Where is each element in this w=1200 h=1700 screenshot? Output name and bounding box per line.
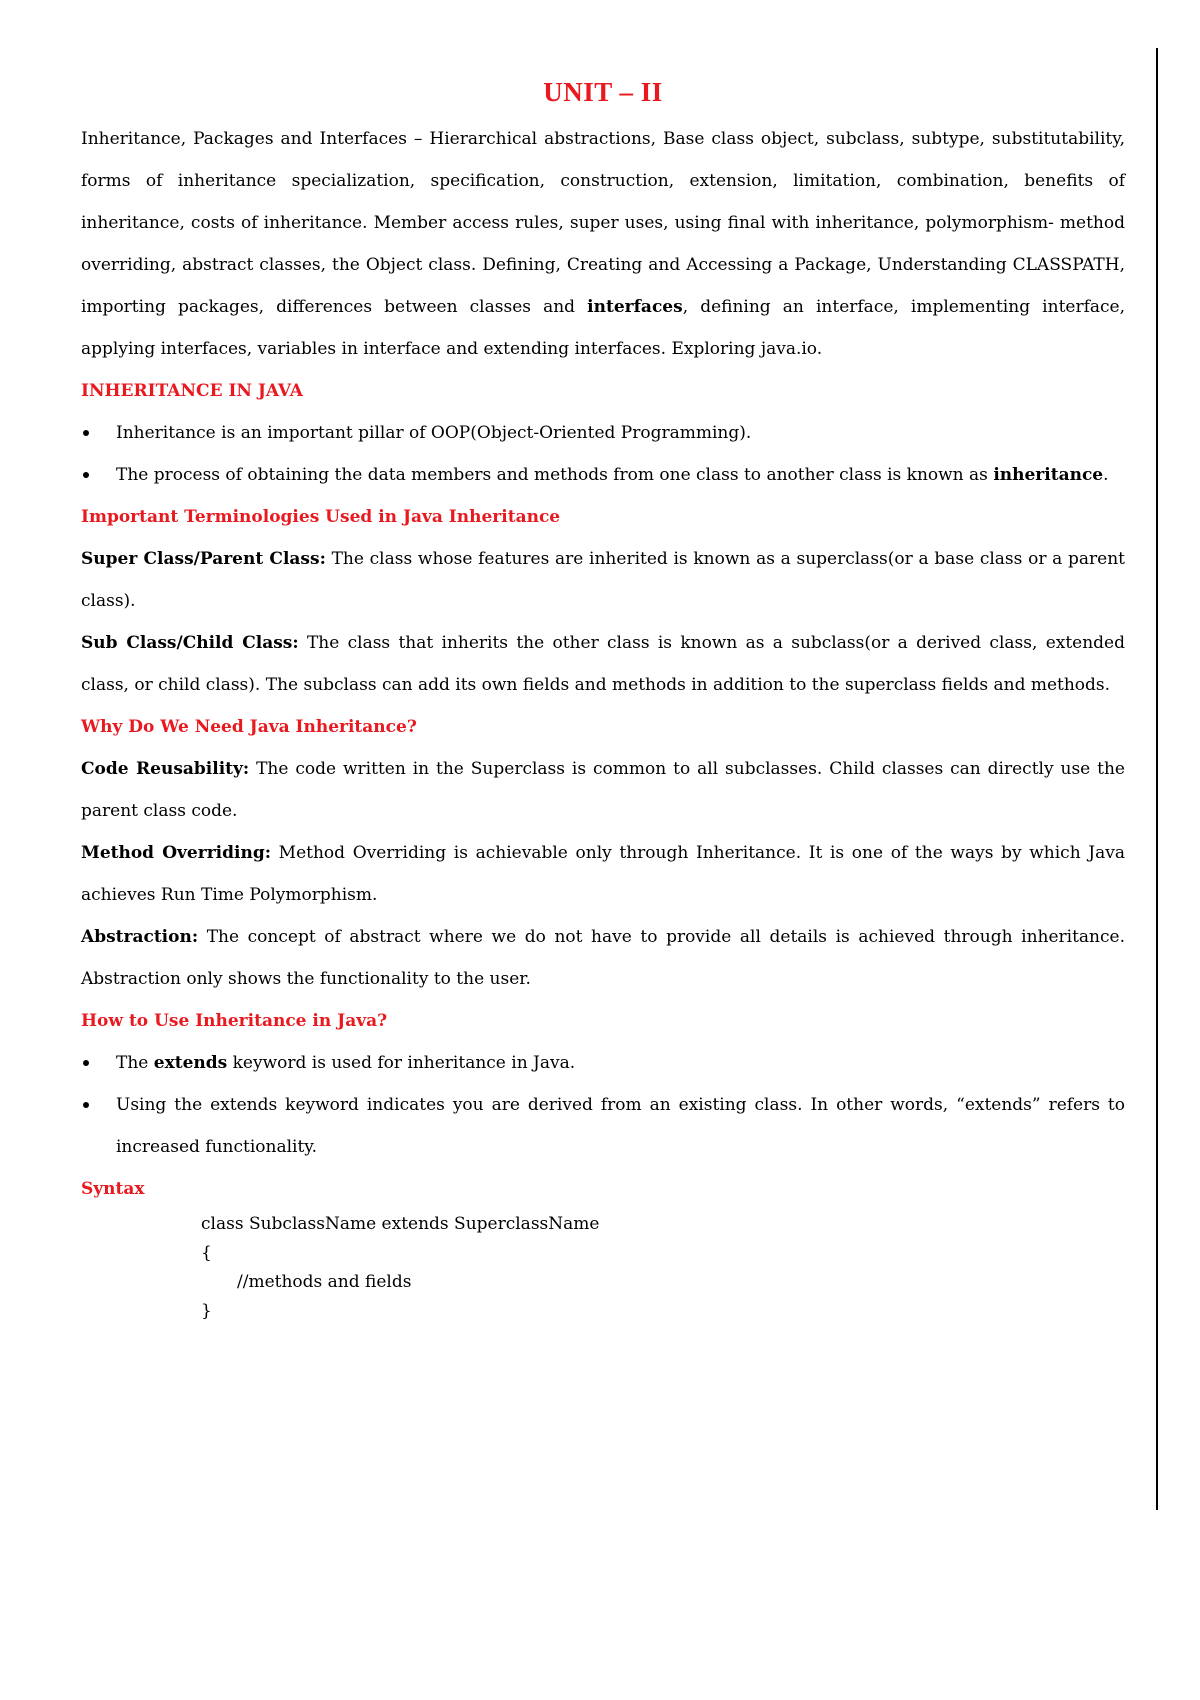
bullet-text: The process of obtaining the data members and methods from one class to another class is known as	[116, 465, 994, 485]
code-reusability-paragraph	[81, 748, 1125, 832]
syntax-code-block	[201, 1210, 1125, 1326]
inheritance-bullet-list	[81, 412, 1125, 496]
list-item: Using the extends keyword indicates you are derived from an existing class. In other words, “extends” refers to increased functionality.	[116, 1084, 1125, 1168]
intro-bold-term: interfaces	[587, 297, 683, 317]
abstraction-paragraph	[81, 916, 1125, 1000]
list-item	[116, 454, 1125, 496]
subclass-definition	[81, 622, 1125, 706]
bullet-text: The	[116, 1053, 154, 1073]
heading-inheritance-in-java: INHERITANCE IN JAVA	[81, 381, 303, 401]
intro-text: Inheritance, Packages and Interfaces – Hierarchical abstractions, Base class object, subclass, subtype, substitutability, forms of inheritance specialization, specification, construction, extension, limitation, combination, benefits of inheritance, costs of inheritance. Member access rules, super uses, using final with inheritance, polymorphism- method overriding, abstract classes, the Object class. Defining, Creating and Accessing a Package, Understanding CLASSPATH, importing packages, differences between classes and	[81, 129, 1125, 317]
method-overriding-paragraph	[81, 832, 1125, 916]
page-margin-rule	[1156, 48, 1158, 1510]
subclass-text: The class that inherits the other class is known as a subclass(or a derived class, extended class, or child class). The subclass can add its own fields and methods in addition to the superclass fields and methods.	[81, 633, 1126, 695]
bullet-text-end: keyword is used for inheritance in Java.	[227, 1053, 576, 1073]
code-line: //methods and fields	[237, 1272, 412, 1292]
heading-syntax: Syntax	[81, 1179, 145, 1199]
superclass-definition	[81, 538, 1125, 622]
superclass-term: Super Class/Parent Class:	[81, 549, 326, 569]
code-reusability-text: The code written in the Superclass is common to all subclasses. Child classes can directly use the parent class code.	[81, 759, 1125, 821]
heading-how-to-use: How to Use Inheritance in Java?	[81, 1011, 388, 1031]
bullet-text-end: .	[1103, 465, 1109, 485]
bullet-bold-term: inheritance	[993, 465, 1104, 485]
how-to-bullet-list	[81, 1042, 1125, 1168]
document-page	[81, 70, 1125, 1326]
subclass-term: Sub Class/Child Class:	[81, 633, 299, 653]
abstraction-text: The concept of abstract where we do not have to provide all details is achieved through inheritance. Abstraction only shows the functionality to the user.	[81, 927, 1125, 989]
intro-paragraph	[81, 118, 1125, 370]
intro-text-end: , defining an interface, implementing interface, applying interfaces, variables in interface and extending interfaces. Exploring java.io.	[81, 297, 1125, 359]
code-line: {	[201, 1243, 212, 1263]
method-overriding-term: Method Overriding:	[81, 843, 271, 863]
superclass-text: The class whose features are inherited is known as a superclass(or a base class or a parent class).	[81, 549, 1126, 611]
heading-why-inheritance: Why Do We Need Java Inheritance?	[81, 717, 417, 737]
heading-terminologies: Important Terminologies Used in Java Inheritance	[81, 507, 561, 527]
extends-keyword: extends	[153, 1053, 228, 1073]
unit-title: UNIT – II	[543, 77, 663, 107]
abstraction-term: Abstraction:	[81, 927, 199, 947]
code-reusability-term: Code Reusability:	[81, 759, 250, 779]
code-line: class SubclassName extends SuperclassName	[201, 1214, 600, 1234]
method-overriding-text: Method Overriding is achievable only through Inheritance. It is one of the ways by which Java achieves Run Time Polymorphism.	[81, 843, 1125, 905]
code-line: }	[201, 1301, 212, 1321]
list-item: Inheritance is an important pillar of OOP(Object-Oriented Programming).	[116, 412, 1125, 454]
list-item	[116, 1042, 1125, 1084]
